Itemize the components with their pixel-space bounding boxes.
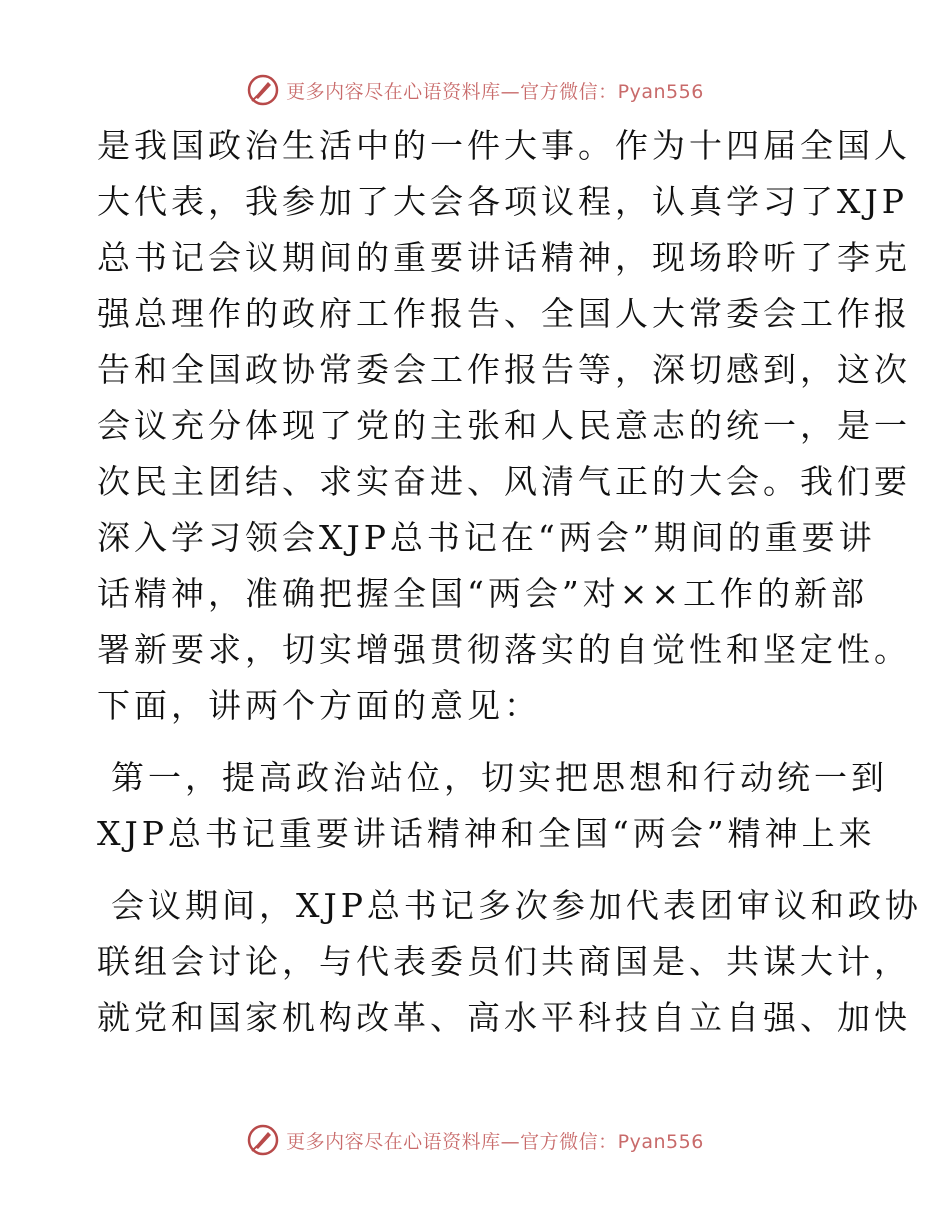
text-line: 会议充分体现了党的主张和人民意志的统一，是一	[97, 406, 911, 445]
text-line: 强总理作的政府工作报告、全国人大常委会工作报	[97, 294, 911, 333]
text-line: 就党和国家机构改革、高水平科技自立自强、加快	[97, 998, 911, 1037]
quill-logo-icon	[246, 1123, 280, 1157]
footer-banner-text: 更多内容尽在心语资料库—官方微信：Pyan556	[286, 1130, 704, 1153]
text-line: 总书记会议期间的重要讲话精神，现场聆听了李克	[97, 238, 911, 277]
text-line: 次民主团结、求实奋进、风清气正的大会。我们要	[97, 462, 911, 501]
text-line: 下面，讲两个方面的意见：	[97, 686, 541, 725]
section-heading-line: XJP总书记重要讲话精神和全国“两会”精神上来	[97, 814, 876, 853]
text-line: 联组会讨论，与代表委员们共商国是、共谋大计，	[97, 942, 911, 981]
quill-logo-icon	[246, 73, 280, 107]
document-body	[97, 118, 922, 1046]
text-line: 告和全国政协常委会工作报告等，深切感到，这次	[97, 350, 911, 389]
text-line: 会议期间，XJP总书记多次参加代表团审议和政协	[111, 886, 922, 925]
text-line: 是我国政治生活中的一件大事。作为十四届全国人	[97, 126, 911, 165]
text-line: 话精神，准确把握全国“两会”对××工作的新部	[97, 574, 869, 613]
header-banner-text: 更多内容尽在心语资料库—官方微信：Pyan556	[286, 80, 704, 103]
footer-watermark-banner	[0, 1118, 950, 1162]
section-heading-line: 第一，提高政治站位，切实把思想和行动统一到	[111, 758, 888, 797]
text-line: 深入学习领会XJP总书记在“两会”期间的重要讲	[97, 518, 876, 557]
text-line: 大代表，我参加了大会各项议程，认真学习了XJP	[97, 182, 908, 221]
header-watermark-banner	[0, 68, 950, 112]
text-line: 署新要求，切实增强贯彻落实的自觉性和坚定性。	[97, 630, 911, 669]
